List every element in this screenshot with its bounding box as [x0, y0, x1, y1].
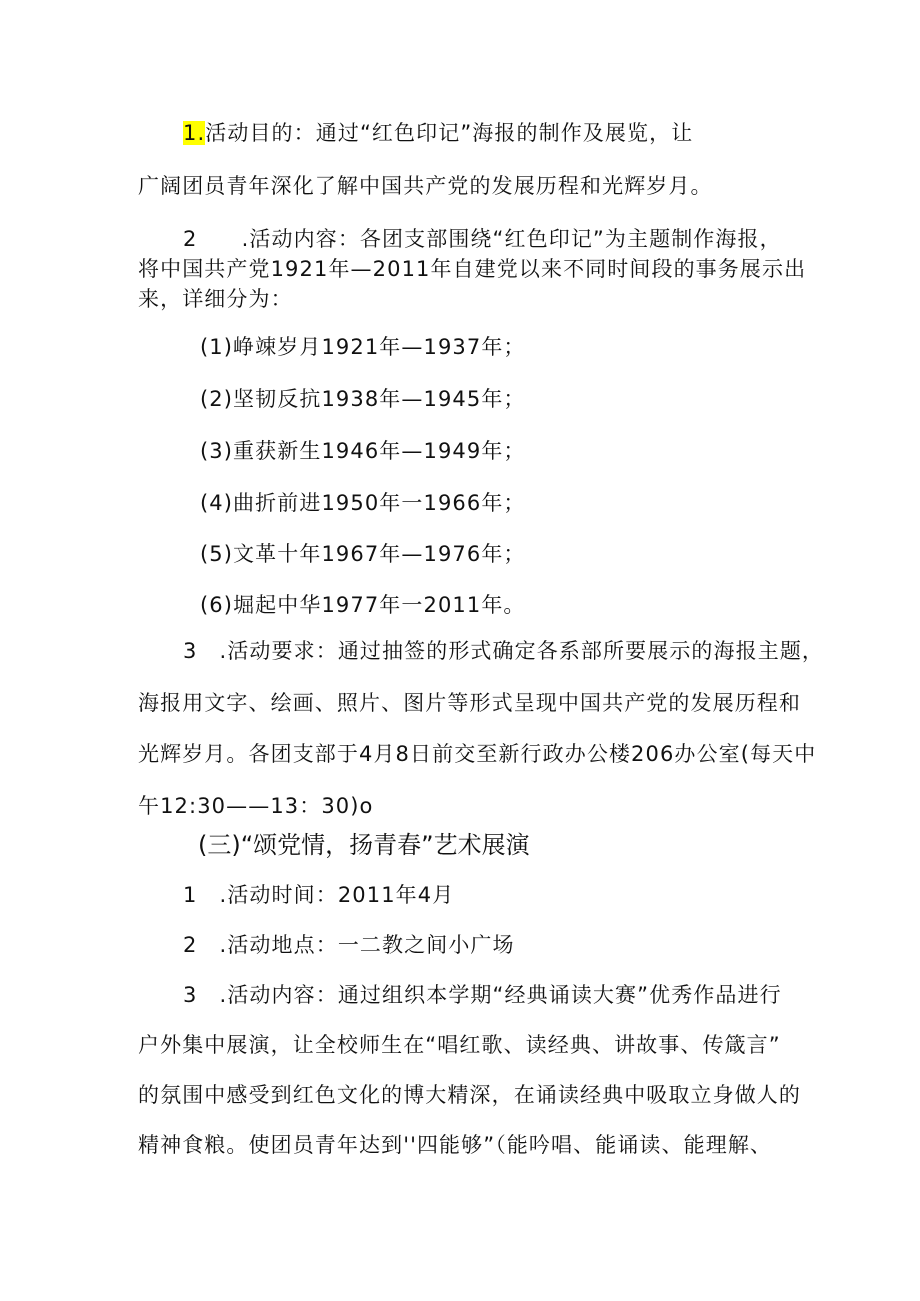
- activity-place: 2 .活动地点：一二教之间小广场: [183, 933, 515, 957]
- item1-text: 活动目的：通过“红色印记”海报的制作及展览，让: [205, 121, 694, 145]
- period-item: (4)曲折前进1950年一1966年；: [200, 491, 526, 515]
- period-item: (3)重获新生1946年—1949年；: [200, 439, 526, 463]
- item3-line4: 午12:30——13：30)o: [138, 794, 374, 818]
- activity-content-line3: 的氛围中感受到红色文化的博大精深，在诵读经典中吸取立身做人的: [138, 1083, 801, 1107]
- period-item: (6)堀起中华1977年一2011年。: [200, 593, 526, 617]
- item1-number-highlight: 1.: [183, 121, 206, 145]
- item3-line3: 光辉岁月。各团支部于4月8日前交至新行政办公楼206办公室(每天中: [138, 742, 817, 766]
- activity-content-line1: 3 .活动内容：通过组织本学期“经典诵读大赛”优秀作品进行: [183, 983, 782, 1007]
- period-item: (1)峥竦岁月1921年—1937年；: [200, 335, 526, 359]
- item1-line2: 广阔团员青年深化了解中国共产党的发展历程和光辉岁月。: [138, 174, 713, 198]
- item2-line1: 2 .活动内容：各团支部围绕“红色印记”为主题制作海报，: [183, 227, 782, 251]
- period-item: (5)文革十年1967年—1976年；: [200, 542, 526, 566]
- period-item: (2)坚韧反抗1938年—1945年；: [200, 387, 526, 411]
- activity-content-line2: 户外集中展演，让全校师生在“唱红歌、读经典、讲故事、传箴言”: [138, 1033, 781, 1057]
- item3-line2: 海报用文字、绘画、照片、图片等形式呈现中国共产党的发展历程和: [138, 691, 801, 715]
- section-heading: (三)“颂党情，扬青春”艺术展演: [198, 831, 530, 859]
- item2-line2: 将中国共产党1921年—2011年自建党以来不同时间段的事务展示出: [138, 257, 807, 281]
- activity-content-line4: 精神食粮。使团员青年达到''四能够”（能吟唱、能诵读、能理解、: [138, 1133, 773, 1157]
- item3-line1: 3 .活动要求：通过抽签的形式确定各系部所要展示的海报主题，: [183, 639, 825, 663]
- item1-line1: [183, 118, 693, 148]
- item2-line3: 来，详细分为：: [138, 287, 293, 311]
- activity-time: 1 .活动时间：2011年4月: [183, 883, 455, 907]
